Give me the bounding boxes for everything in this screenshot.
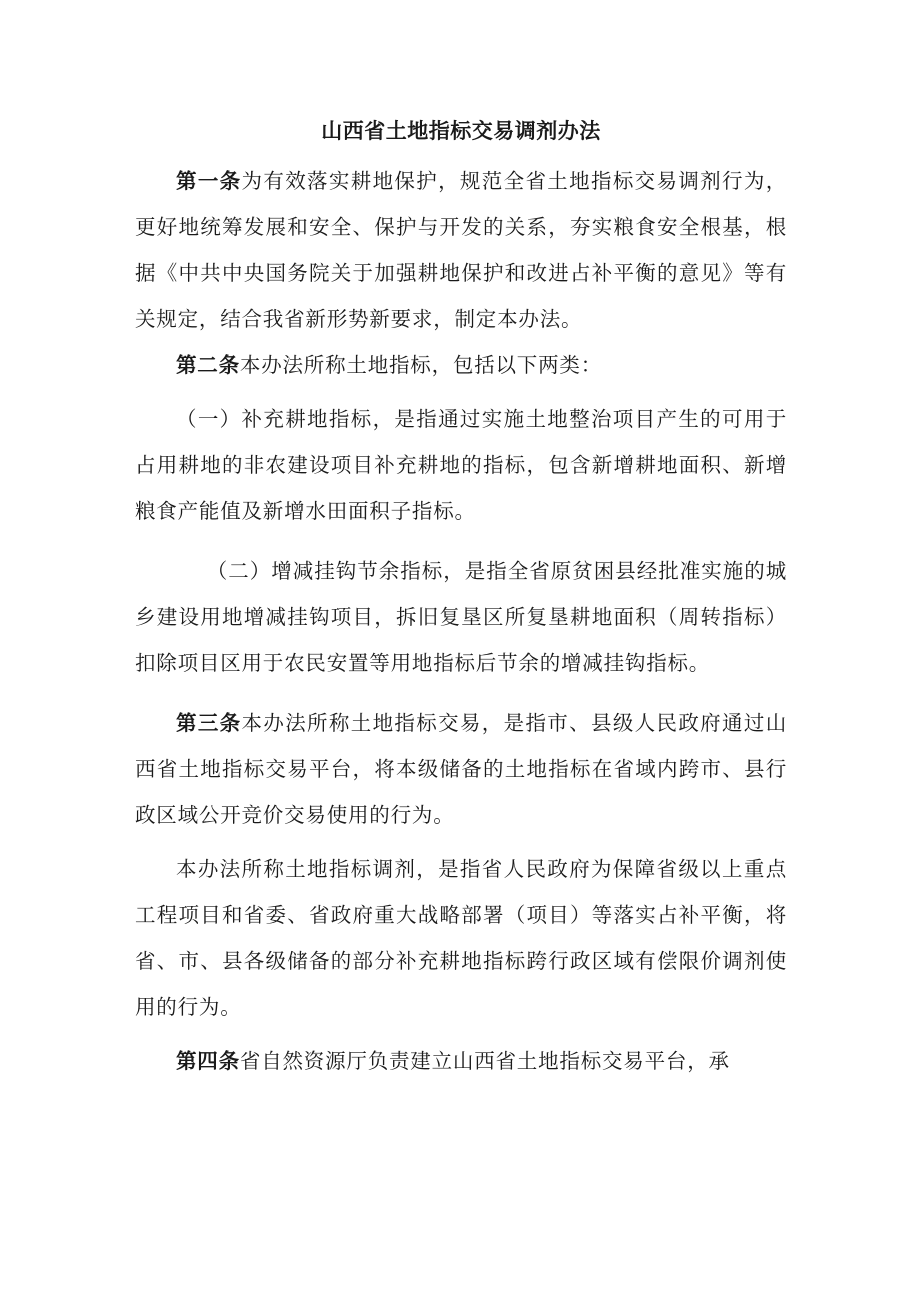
article-text: 本办法所称土地指标，包括以下两类：	[239, 353, 603, 377]
article-number: 第三条	[176, 711, 242, 735]
clause-text: （二）增减挂钩节余指标，是指全省原贫困县经批准实施的城乡建设用地增减挂钩项目，拆旧复垦区所复垦耕地面积（周转指标）扣除项目区用于农民安置等用地指标后节余的增减挂钩指标。	[135, 559, 787, 675]
spacer	[135, 686, 787, 700]
spacer	[135, 1030, 787, 1038]
document-body	[135, 108, 787, 1084]
article-text: 省自然资源厅负责建立山西省土地指标交易平台，承	[239, 1049, 730, 1073]
article-3	[135, 700, 787, 838]
article-2	[135, 342, 787, 388]
article-number: 第二条	[176, 353, 240, 377]
spacer	[135, 534, 787, 548]
spacer	[135, 388, 787, 396]
article-4	[135, 1038, 787, 1084]
article-text: 为有效落实耕地保护，规范全省土地指标交易调剂行为，更好地统筹发展和安全、保护与开发的关系，夯实粮食安全根基，根据《中共中央国务院关于加强耕地保护和改进占补平衡的意见》等有关规定，结合我省新形势新要求，制定本办法。	[135, 169, 788, 331]
article-number: 第四条	[176, 1049, 240, 1073]
clause-1	[135, 396, 787, 534]
clause-2	[135, 548, 787, 686]
article-number: 第一条	[176, 169, 242, 193]
spacer	[135, 838, 787, 846]
article-text: 本办法所称土地指标交易，是指市、县级人民政府通过山西省土地指标交易平台，将本级储备的土地指标在省域内跨市、县行政区域公开竞价交易使用的行为。	[135, 711, 788, 827]
article-3-paragraph-2	[135, 846, 787, 1030]
document-title: 山西省土地指标交易调剂办法	[321, 119, 601, 143]
paragraph-text: 本办法所称土地指标调剂，是指省人民政府为保障省级以上重点工程项目和省委、省政府重大战略部署（项目）等落实占补平衡，将省、市、县各级储备的部分补充耕地指标跨行政区域有偿限价调剂使用的行为。	[135, 857, 787, 1019]
article-1	[135, 158, 787, 342]
clause-text: （一）补充耕地指标，是指通过实施土地整治项目产生的可用于占用耕地的非农建设项目补充耕地的指标，包含新增耕地面积、新增粮食产能值及新增水田面积子指标。	[135, 407, 787, 523]
